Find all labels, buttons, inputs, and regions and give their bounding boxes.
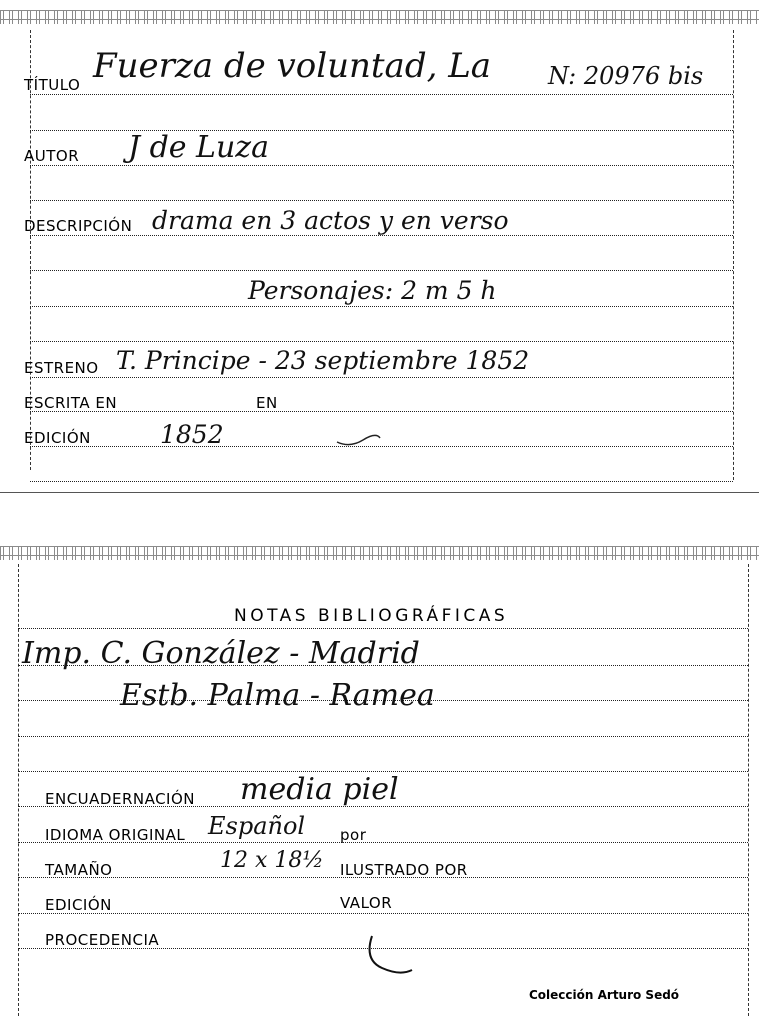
valor-label: VALOR <box>340 894 393 912</box>
rule-line <box>30 481 733 482</box>
card-bottom-edge <box>0 492 759 493</box>
estreno-value: T. Principe - 23 septiembre 1852 <box>116 346 530 375</box>
tamano-label: TAMAÑO <box>45 861 113 879</box>
rule-line <box>30 306 733 307</box>
rule-line <box>30 411 733 412</box>
titulo-value: Fuerza de voluntad, La <box>93 46 492 86</box>
idioma-label: IDIOMA ORIGINAL <box>45 826 186 844</box>
edicion-label: EDICIÓN <box>45 896 112 914</box>
right-border <box>748 564 749 1016</box>
right-border <box>733 30 734 480</box>
rule-line <box>30 200 733 201</box>
rule-line <box>18 736 748 737</box>
notes-line-1: Imp. C. González - Madrid <box>22 636 420 671</box>
numero-value: N: 20976 bis <box>548 62 704 90</box>
idioma-value: Español <box>208 812 306 840</box>
rule-line <box>30 377 733 378</box>
autor-label: AUTOR <box>24 147 80 165</box>
descripcion-value: drama en 3 actos y en verso <box>152 206 509 235</box>
tamano-value: 12 x 18½ <box>220 848 324 873</box>
rule-line <box>30 270 733 271</box>
pen-stroke-mark <box>335 430 385 450</box>
encuadernacion-value: media piel <box>240 772 399 807</box>
descripcion-label: DESCRIPCIÓN <box>24 217 133 235</box>
rule-line <box>30 235 733 236</box>
autor-value: J de Luza <box>128 130 269 165</box>
rule-line <box>30 165 733 166</box>
escrita-en-label: ESCRITA EN <box>24 394 118 412</box>
catalog-card-back <box>0 540 759 1028</box>
encuadernacion-label: ENCUADERNACIÓN <box>45 790 196 808</box>
en-label: EN <box>256 394 278 412</box>
ilustrado-label: ILUSTRADO POR <box>340 861 468 879</box>
catalog-card-front <box>0 0 759 495</box>
edicion-value: 1852 <box>160 420 224 449</box>
edicion-label: EDICIÓN <box>24 429 91 447</box>
collection-footer: Colección Arturo Sedó <box>529 988 680 1002</box>
estreno-label: ESTRENO <box>24 359 99 377</box>
notes-line-2: Estb. Palma - Ramea <box>120 678 435 713</box>
card-edge-noise <box>0 546 759 560</box>
rule-line <box>30 341 733 342</box>
por-label: por <box>340 826 367 844</box>
pen-stroke-mark <box>360 930 420 980</box>
personajes-value: Personajes: 2 m 5 h <box>248 276 497 305</box>
titulo-label: TÍTULO <box>24 76 81 94</box>
rule-line <box>18 913 748 914</box>
card-edge-noise <box>0 10 759 24</box>
rule-line <box>18 628 748 629</box>
notas-heading: NOTAS BIBLIOGRÁFICAS <box>234 606 509 626</box>
procedencia-label: PROCEDENCIA <box>45 931 160 949</box>
rule-line <box>30 94 733 95</box>
